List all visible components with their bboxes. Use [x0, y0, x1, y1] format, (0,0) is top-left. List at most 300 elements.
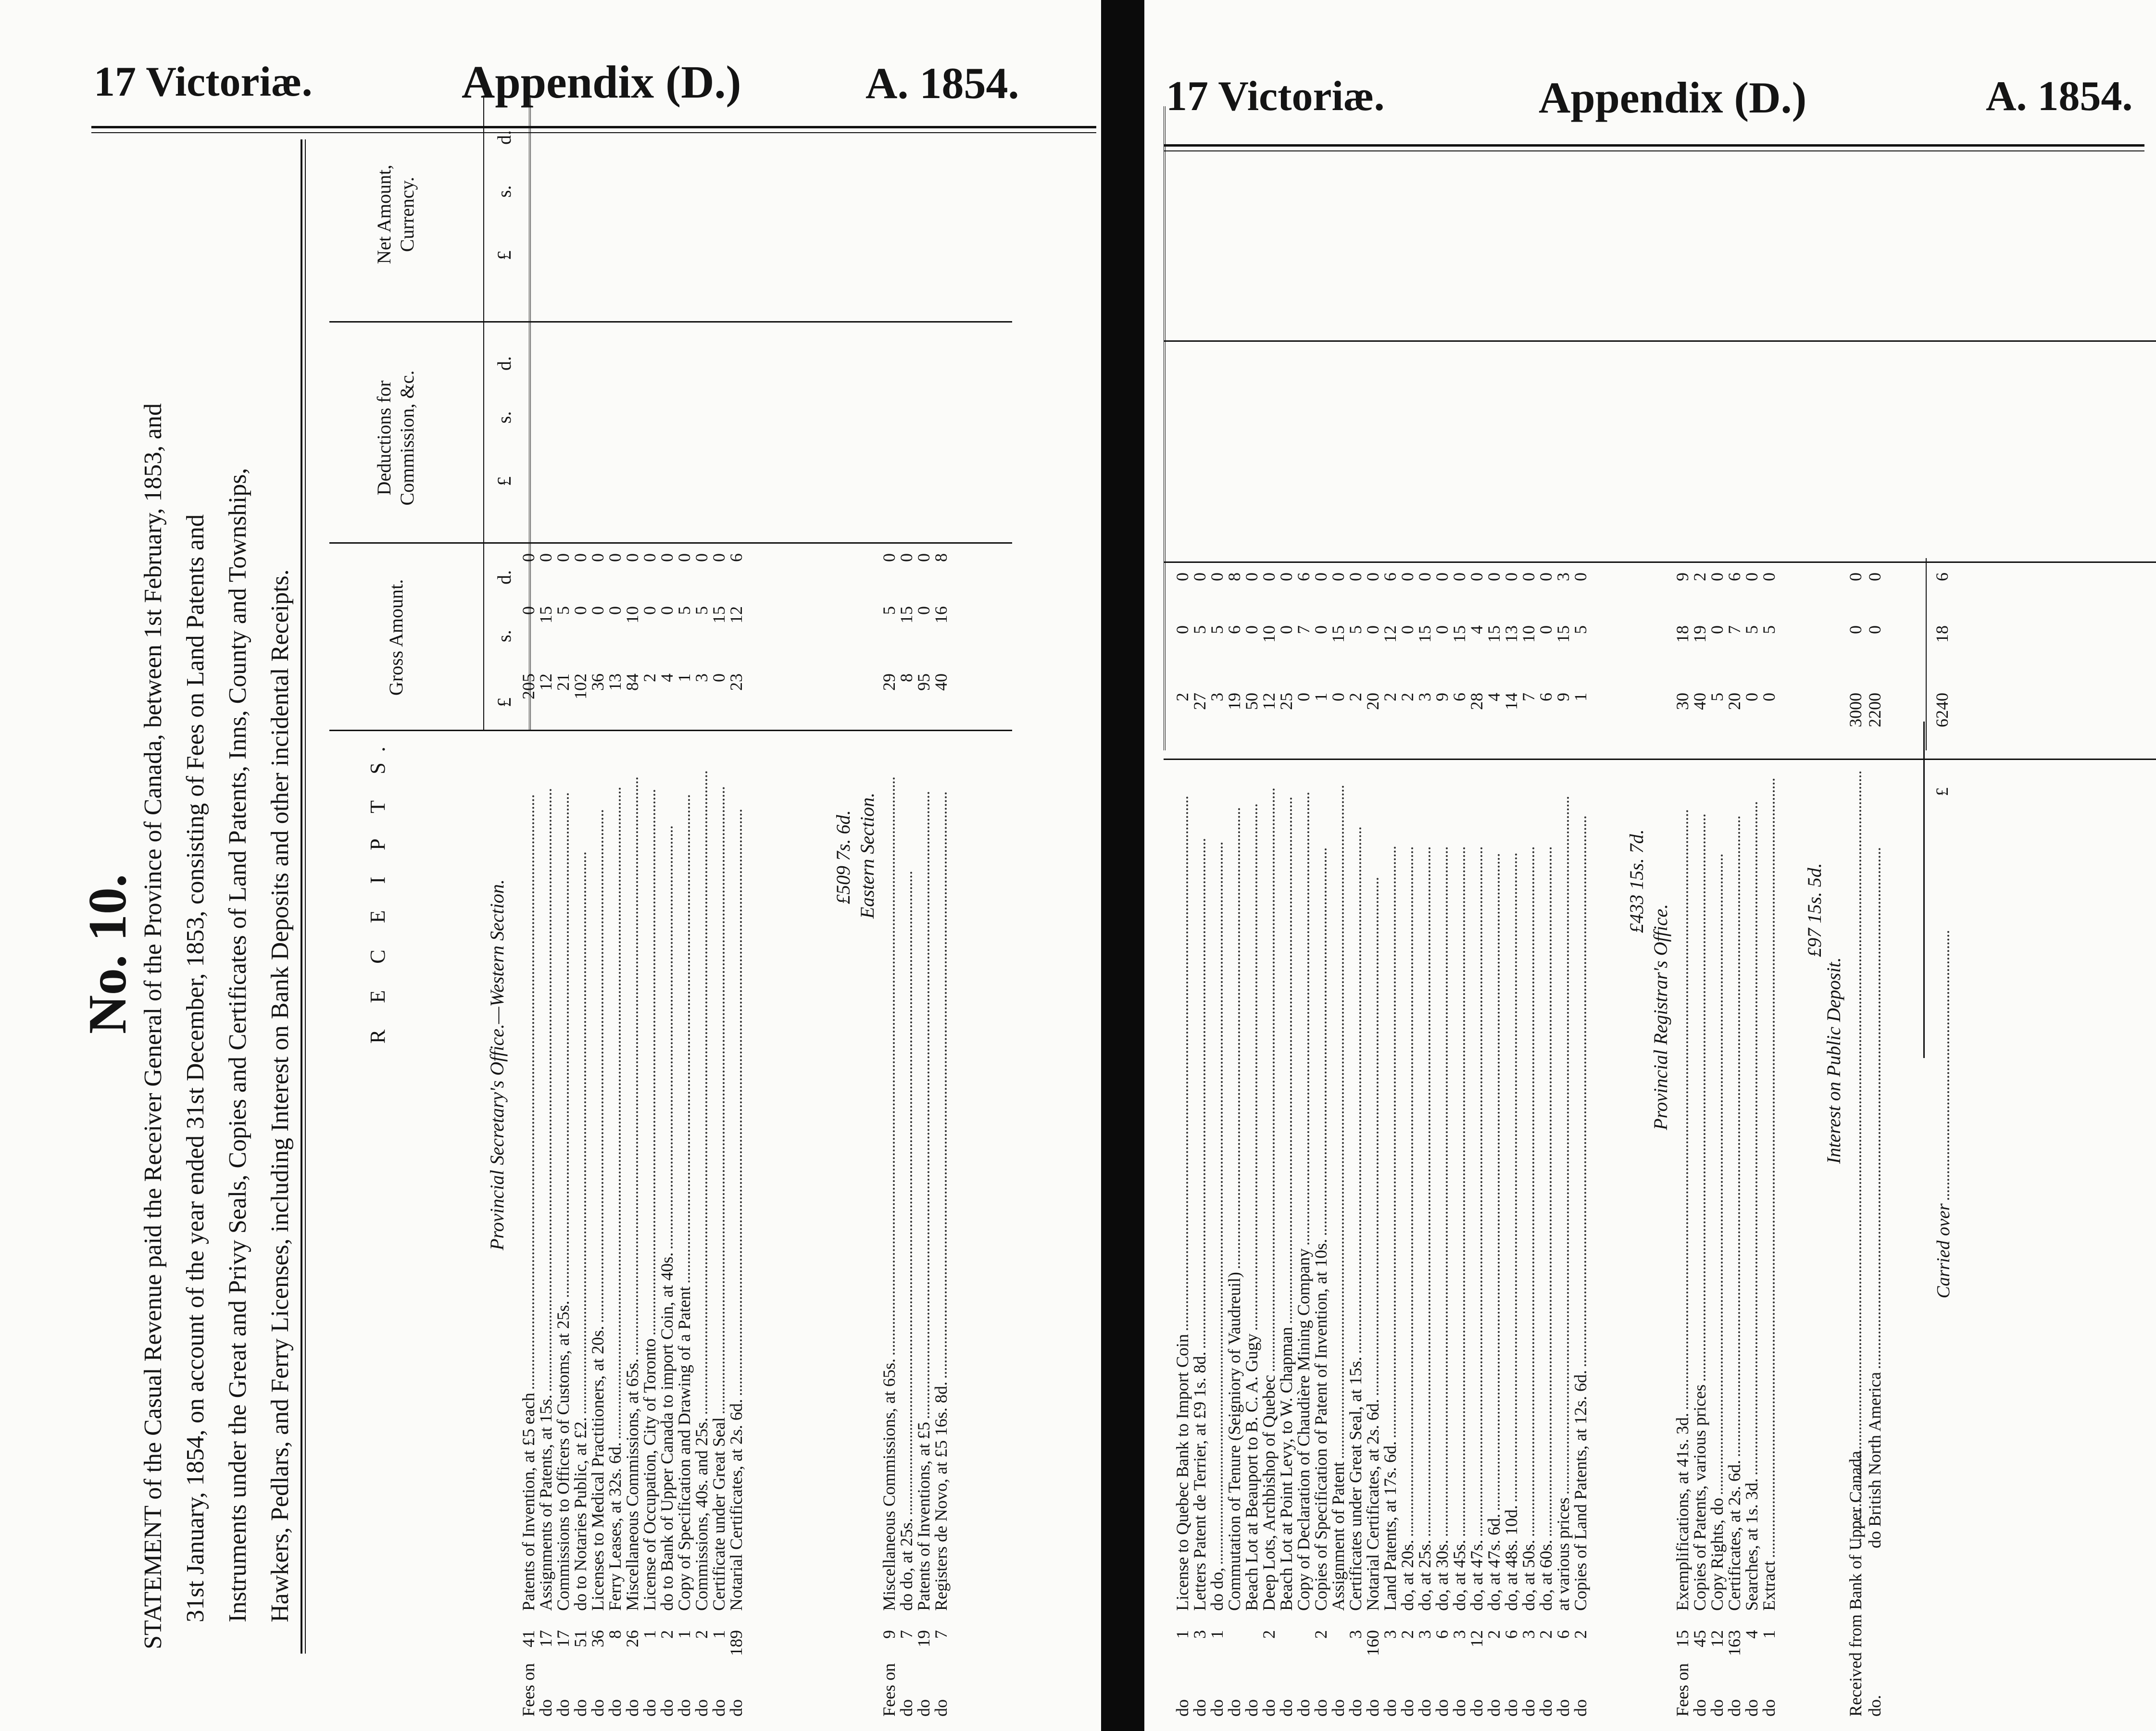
- row-shillings: 10: [623, 606, 642, 623]
- row-prefix: do: [931, 1699, 951, 1717]
- row-description-text: Registers de Novo, at £5 16s. 8d.: [931, 1382, 951, 1611]
- row-description: [1571, 816, 1590, 1611]
- row-pence: 0: [1502, 573, 1521, 581]
- row-quantity: 8: [605, 1630, 625, 1639]
- deduction-pound-unit: £: [493, 476, 515, 486]
- row-description-text: Patents of Inventions, at £5: [914, 1422, 933, 1611]
- row-prefix: do: [1759, 1699, 1779, 1717]
- row-prefix: do: [1225, 1699, 1244, 1717]
- row-description: [1346, 827, 1365, 1611]
- statement-number: No. 10.: [78, 874, 138, 1034]
- row-prefix: do: [1690, 1699, 1709, 1717]
- row-leader-dots: [619, 787, 621, 1438]
- row-quantity: 19: [914, 1630, 933, 1647]
- row-prefix: do: [897, 1699, 916, 1717]
- row-description: [915, 791, 933, 1611]
- row-pounds: 25: [1277, 693, 1296, 710]
- row-leader-dots: [705, 771, 707, 1414]
- gross-column-rule: [329, 730, 1012, 731]
- row-quantity: 17: [536, 1630, 555, 1647]
- row-quantity: 2: [657, 1630, 677, 1639]
- row-description: [880, 777, 898, 1611]
- row-pence: 0: [1865, 573, 1884, 581]
- row-pence: 0: [1207, 573, 1227, 581]
- row-leader-dots: [1377, 877, 1379, 1395]
- row-description-text: Assignment of Patent: [1329, 1462, 1348, 1611]
- row-description-text: Commissions to Officers of Customs, at 25s.: [553, 1300, 573, 1611]
- row-pounds: 13: [605, 673, 625, 691]
- row-quantity: 3: [1415, 1630, 1434, 1639]
- row-description-text: Copies of Patents, various prices: [1690, 1384, 1709, 1611]
- header-regnal-year: 17 Victoriæ.: [1166, 73, 1385, 120]
- row-description: [554, 793, 572, 1611]
- row-quantity: 17: [553, 1630, 573, 1647]
- row-description: [1846, 771, 1865, 1548]
- row-prefix: do: [1450, 1699, 1469, 1717]
- row-description-text: Miscellaneous Commissions, at 65s.: [623, 1358, 642, 1611]
- row-leader-dots: [723, 786, 725, 1413]
- row-prefix: do: [1277, 1699, 1296, 1717]
- row-pounds: 0: [709, 673, 728, 682]
- row-pence: 0: [1467, 573, 1486, 581]
- row-pence: 0: [1311, 573, 1330, 581]
- book-gutter: [1101, 0, 1144, 1731]
- row-prefix: do: [605, 1699, 625, 1717]
- row-description-text: Beach Lot at Beauport to B. C. A. Gugy: [1242, 1333, 1261, 1611]
- row-shillings: 0: [571, 606, 590, 615]
- row-pence: 6: [1294, 573, 1313, 581]
- row-description-text: Copies of Land Patents, at 12s. 6d.: [1571, 1370, 1590, 1611]
- right-rotated-content: [1144, 0, 2156, 1731]
- row-pounds: 1: [1311, 693, 1330, 701]
- row-pounds: 12: [536, 673, 555, 691]
- row-description: [1208, 842, 1226, 1611]
- row-leader-dots: [1411, 847, 1413, 1536]
- row-prefix: do: [692, 1699, 711, 1717]
- row-quantity: 26: [623, 1630, 642, 1647]
- row-quantity: 7: [931, 1630, 951, 1639]
- row-pounds: 2200: [1865, 693, 1884, 727]
- row-prefix: do: [1467, 1699, 1486, 1717]
- row-pounds: 19: [1225, 693, 1244, 710]
- row-quantity: 4: [1742, 1630, 1761, 1639]
- row-pounds: 36: [588, 673, 607, 691]
- row-description-text: Copy of Declaration of Chaudière Mining Company: [1294, 1248, 1313, 1611]
- row-shillings: 5: [879, 606, 899, 615]
- row-description: [1398, 847, 1416, 1611]
- row-shillings: 15: [897, 606, 916, 623]
- row-pounds: 2: [1398, 693, 1417, 701]
- row-description: [1691, 814, 1709, 1611]
- row-pounds: 102: [571, 673, 590, 699]
- row-pence: 0: [571, 553, 590, 562]
- row-pounds: 20: [1725, 693, 1744, 710]
- row-leader-dots: [1498, 853, 1500, 1510]
- row-pounds: 23: [727, 673, 746, 691]
- row-quantity: 3: [1346, 1630, 1365, 1639]
- row-pence: 0: [897, 553, 916, 562]
- row-pounds: 2: [1346, 693, 1365, 701]
- row-pounds: 14: [1502, 693, 1521, 710]
- row-quantity: 1: [1207, 1630, 1227, 1639]
- row-leader-dots: [1307, 792, 1309, 1245]
- row-description-text: Certificates under Great Seal, at 15s.: [1346, 1357, 1365, 1611]
- row-quantity: 1: [1759, 1630, 1779, 1639]
- row-pence: 0: [1707, 573, 1727, 581]
- section-title-interest: Interest on Public Deposit.: [1823, 957, 1844, 1164]
- row-prefix: do: [1519, 1699, 1538, 1717]
- row-prefix: do: [1207, 1699, 1227, 1717]
- row-pence: 0: [1484, 573, 1504, 581]
- row-pence: 3: [1554, 573, 1573, 581]
- row-quantity: 2: [1311, 1630, 1330, 1639]
- row-pounds: 50: [1242, 693, 1261, 710]
- row-description: [1294, 792, 1313, 1611]
- row-quantity: 7: [897, 1630, 916, 1639]
- units-rule: [483, 97, 484, 731]
- row-pounds: 12: [1259, 693, 1279, 710]
- statement-line-3: Instruments under the Great and Privy Seals, Copies and Certificates of Land Patents, Inns, County and Townships,: [224, 468, 251, 1622]
- statement-line-2: 31st January, 1854, on account of the year ended 31st December, 1853, consisting of Fees on Land Patents and: [182, 514, 209, 1622]
- row-prefix: do: [588, 1699, 607, 1717]
- row-pence: 0: [1259, 573, 1279, 581]
- row-quantity: 1: [675, 1630, 694, 1639]
- row-description: [1433, 847, 1451, 1611]
- row-description: [519, 795, 538, 1611]
- row-description: [1416, 847, 1434, 1611]
- row-pounds: 1: [1571, 693, 1590, 701]
- row-shillings: 0: [605, 606, 625, 615]
- row-quantity: 2: [1571, 1630, 1590, 1639]
- row-description-text: Searches, at 1s. 3d.: [1742, 1478, 1761, 1611]
- row-pence: 0: [1173, 573, 1192, 581]
- row-pence: 6: [1380, 573, 1400, 581]
- net-shilling-unit: s.: [493, 185, 515, 198]
- section2-subtotal: £97 15s. 5d.: [1804, 863, 1825, 957]
- row-leader-dots: [550, 788, 552, 1391]
- row-pence: 0: [553, 553, 573, 562]
- row-leader-dots: [1203, 838, 1205, 1348]
- row-pounds: 21: [553, 673, 573, 691]
- row-pounds: 0: [1329, 693, 1348, 701]
- row-description-text: Land Patents, at 17s. 6d.: [1380, 1441, 1400, 1611]
- row-description: [571, 852, 589, 1611]
- row-quantity: 36: [588, 1630, 607, 1647]
- row-leader-dots: [688, 795, 690, 1283]
- row-description: [1467, 847, 1486, 1611]
- row-description-text: Copy Rights, do: [1707, 1497, 1727, 1611]
- row-pence: 0: [1571, 573, 1590, 581]
- row-prefix: do: [709, 1699, 728, 1717]
- row-shillings: 15: [1554, 625, 1573, 643]
- row-shillings: 0: [1311, 625, 1330, 634]
- row-prefix: do: [1554, 1699, 1573, 1717]
- row-quantity: 2: [1259, 1630, 1279, 1639]
- row-pence: 0: [879, 553, 899, 562]
- statement-line-4: Hawkers, Pedlars, and Ferry Licenses, including Interest on Bank Deposits and other incidental Receipts.: [266, 569, 294, 1622]
- row-description: [623, 777, 641, 1611]
- carried-over-leader: [1947, 931, 1949, 1200]
- row-leader-dots: [1446, 847, 1448, 1536]
- row-prefix: do: [1742, 1699, 1761, 1717]
- row-leader-dots: [1255, 804, 1257, 1330]
- row-pence: 0: [1398, 573, 1417, 581]
- row-pence: 8: [1225, 573, 1244, 581]
- statement-line-1: STATEMENT of the Casual Revenue paid the Receiver General of the Province of Canada, between 1st February, 1853, and: [139, 403, 167, 1649]
- row-pounds: 0: [1742, 693, 1761, 701]
- row-prefix: do: [727, 1699, 746, 1717]
- carried-over-shillings: 18: [1932, 625, 1952, 643]
- row-prefix: Fees on: [879, 1663, 899, 1717]
- row-description: [1708, 854, 1726, 1611]
- gross-pound-unit: £: [493, 697, 515, 707]
- row-shillings: 15: [1415, 625, 1434, 643]
- row-description: [710, 786, 728, 1611]
- row-quantity: 6: [1432, 1630, 1452, 1639]
- row-pounds: 0: [1759, 693, 1779, 701]
- row-leader-dots: [1359, 827, 1361, 1353]
- row-shillings: 0: [1277, 625, 1296, 634]
- row-leader-dots: [1567, 796, 1569, 1494]
- row-description-text: do, at 60s.: [1536, 1540, 1555, 1611]
- row-quantity: 3: [1450, 1630, 1469, 1639]
- row-description: [1312, 848, 1330, 1611]
- row-shillings: 5: [1571, 625, 1590, 634]
- row-pence: 0: [605, 553, 625, 562]
- row-shillings: 15: [1329, 625, 1348, 643]
- row-description-text: at various prices: [1554, 1497, 1573, 1611]
- row-prefix: Fees on: [519, 1663, 538, 1717]
- row-pounds: 28: [1467, 693, 1486, 710]
- deductions-heading-line-2: Commission, &c.: [396, 370, 418, 506]
- row-shillings: 0: [914, 606, 933, 615]
- header-appendix: Appendix (D.): [1539, 73, 1807, 122]
- row-pence: 0: [1759, 573, 1779, 581]
- row-quantity: 2: [692, 1630, 711, 1639]
- row-leader-dots: [928, 791, 929, 1418]
- row-leader-dots: [1532, 847, 1534, 1536]
- deduction-pence-unit: d.: [493, 356, 515, 371]
- row-pounds: 2: [1173, 693, 1192, 701]
- row-description: [640, 789, 659, 1611]
- carried-rule: [1923, 722, 1925, 1058]
- row-prefix: do: [1259, 1699, 1279, 1717]
- row-pounds: 1: [675, 673, 694, 682]
- row-pounds: 29: [879, 673, 899, 691]
- row-prefix: do: [536, 1699, 555, 1717]
- row-shillings: 5: [692, 606, 711, 615]
- row-description-text: Deep Lots, Archbishop of Quebec: [1259, 1375, 1279, 1611]
- row-shillings: 5: [553, 606, 573, 615]
- row-leader-dots: [1186, 796, 1188, 1330]
- row-pounds: 95: [914, 673, 933, 691]
- net-column-rule: [329, 321, 1012, 323]
- row-pounds: 30: [1673, 693, 1692, 710]
- row-shillings: 6: [1225, 625, 1244, 634]
- row-description-text: do, at 47s.: [1467, 1540, 1486, 1611]
- row-quantity: 2: [1398, 1630, 1417, 1639]
- row-pounds: 27: [1190, 693, 1209, 710]
- row-description-text: Exemplifications, at 41s. 3d.: [1673, 1413, 1692, 1611]
- row-pence: 0: [623, 553, 642, 562]
- row-prefix: do: [1173, 1699, 1192, 1717]
- row-leader-dots: [1480, 847, 1482, 1536]
- row-leader-dots: [740, 809, 742, 1395]
- row-leader-dots: [1584, 816, 1586, 1366]
- row-pounds: 9: [1432, 693, 1452, 701]
- row-quantity: 15: [1673, 1630, 1692, 1647]
- row-leader-dots: [602, 809, 603, 1322]
- row-shillings: 7: [1725, 625, 1744, 634]
- header-regnal-year: 17 Victoriæ.: [94, 59, 313, 105]
- row-shillings: 0: [657, 606, 677, 615]
- row-pence: 9: [1673, 573, 1692, 581]
- row-description: [1502, 853, 1520, 1611]
- row-pence: 0: [519, 553, 538, 562]
- row-shillings: 5: [1742, 625, 1761, 634]
- row-prefix: Received from Bank of Upper Canada: [1846, 1451, 1865, 1717]
- row-description-text: do British North America: [1865, 1372, 1884, 1548]
- row-quantity: 2: [1536, 1630, 1555, 1639]
- row-pence: 0: [1742, 573, 1761, 581]
- row-quantity: 1: [709, 1630, 728, 1639]
- net-pound-unit: £: [493, 250, 515, 260]
- row-shillings: 0: [588, 606, 607, 615]
- row-description-text: Miscellaneous Commissions, at 65s.: [879, 1358, 899, 1611]
- row-description: [1554, 796, 1572, 1611]
- row-description-text: Ferry Leases, at 32s. 6d.: [605, 1442, 625, 1611]
- row-quantity: 51: [571, 1630, 590, 1647]
- row-pence: 0: [1846, 573, 1865, 581]
- row-pence: 0: [1432, 573, 1452, 581]
- row-shillings: 18: [1673, 625, 1692, 643]
- receipts-heading: R E C E I P T S.: [366, 736, 389, 1044]
- row-description-text: do, at 25s.: [1415, 1540, 1434, 1611]
- row-shillings: 5: [675, 606, 694, 615]
- row-pence: 0: [1415, 573, 1434, 581]
- deductions-heading-line-1: Deductions for: [373, 380, 395, 496]
- row-description: [692, 771, 711, 1611]
- row-leader-dots: [1721, 854, 1723, 1494]
- row-prefix: do: [1484, 1699, 1504, 1717]
- row-shillings: 0: [1432, 625, 1452, 634]
- row-quantity: 45: [1690, 1630, 1709, 1647]
- row-description: [1485, 853, 1503, 1611]
- row-leader-dots: [1859, 771, 1861, 1544]
- row-quantity: 3: [1190, 1630, 1209, 1639]
- row-prefix: do: [1311, 1699, 1330, 1717]
- row-pence: 0: [640, 553, 659, 562]
- header-year: A. 1854.: [865, 59, 1019, 108]
- row-pence: 0: [1346, 573, 1365, 581]
- row-description-text: Notarial Certificates, at 2s. 6d.: [1363, 1399, 1382, 1611]
- statement-title: [132, 403, 301, 1649]
- row-pence: 0: [709, 553, 728, 562]
- row-description: [1260, 788, 1278, 1611]
- row-prefix: do: [1398, 1699, 1417, 1717]
- row-quantity: 189: [727, 1630, 746, 1656]
- row-description: [1364, 877, 1382, 1611]
- row-prefix: do: [1415, 1699, 1434, 1717]
- row-shillings: 13: [1502, 625, 1521, 643]
- carried-over-pounds: 6240: [1932, 693, 1952, 727]
- row-shillings: 10: [1519, 625, 1538, 643]
- net-pence-unit: d.: [493, 130, 515, 145]
- row-pounds: 40: [931, 673, 951, 691]
- row-pence: 0: [536, 553, 555, 562]
- row-description-text: Letters Patent de Terrier, at £9 1s. 8d.: [1190, 1351, 1209, 1611]
- row-description-text: License to Quebec Bank to Import Coin: [1173, 1334, 1192, 1611]
- row-description: [1519, 847, 1538, 1611]
- row-description: [1329, 785, 1347, 1611]
- row-leader-dots: [1463, 847, 1465, 1536]
- row-pounds: 3: [1207, 693, 1227, 701]
- row-shillings: 15: [709, 606, 728, 623]
- deductions-column-rule: [329, 542, 1012, 544]
- row-leader-dots: [1273, 788, 1275, 1371]
- row-shillings: 5: [1346, 625, 1365, 634]
- row-shillings: 15: [1450, 625, 1469, 643]
- row-leader-dots: [1221, 842, 1223, 1564]
- section1-subtotal: £433 15s. 7d.: [1626, 829, 1647, 933]
- row-shillings: 0: [1173, 625, 1192, 634]
- row-description: [675, 795, 693, 1611]
- row-shillings: 0: [1707, 625, 1727, 634]
- row-leader-dots: [1686, 809, 1688, 1409]
- row-leader-dots: [1704, 814, 1705, 1381]
- row-description-text: do to Notaries Public, at £2.: [571, 1417, 590, 1611]
- row-leader-dots: [945, 792, 947, 1378]
- row-description-text: do do,: [1207, 1568, 1227, 1611]
- carried-over-unit: £: [1932, 787, 1952, 796]
- row-pounds: 4: [657, 673, 677, 682]
- row-description-text: do, at 45s.: [1450, 1540, 1469, 1611]
- right-page: [1144, 0, 2156, 1731]
- row-pence: 8: [931, 553, 951, 562]
- row-pence: 6: [727, 553, 746, 562]
- gross-column-rule: [1164, 759, 2156, 760]
- row-pence: 2: [1690, 573, 1709, 581]
- row-shillings: 0: [1398, 625, 1417, 634]
- row-pence: 0: [1277, 573, 1296, 581]
- row-pence: 0: [1242, 573, 1261, 581]
- carried-amount-rule: [1926, 558, 1927, 750]
- row-description-text: Assignments of Patents, at 15s.: [536, 1395, 555, 1611]
- row-pounds: 9: [1554, 693, 1573, 701]
- row-shillings: 15: [1484, 625, 1504, 643]
- row-prefix: do: [1502, 1699, 1521, 1717]
- row-pence: 0: [1536, 573, 1555, 581]
- row-prefix: do: [1707, 1699, 1727, 1717]
- row-shillings: 0: [1846, 625, 1865, 634]
- row-description-text: do, at 47s. 6d.: [1484, 1514, 1504, 1611]
- row-quantity: 6: [1554, 1630, 1573, 1639]
- row-description-text: Extract: [1759, 1561, 1779, 1611]
- carried-over-text: Carried over: [1933, 1203, 1954, 1298]
- row-description: [1277, 797, 1295, 1611]
- row-prefix: do: [914, 1699, 933, 1717]
- row-description-text: Copies of Specification of Patent of Invention, at 10s.: [1311, 1239, 1330, 1611]
- row-leader-dots: [1755, 801, 1757, 1474]
- row-pounds: 2: [640, 673, 659, 682]
- row-prefix: do: [1190, 1699, 1209, 1717]
- row-description-text: do, at 50s.: [1519, 1540, 1538, 1611]
- row-leader-dots: [1879, 847, 1880, 1368]
- row-description-text: Commissions, 40s. and 25s.: [692, 1417, 711, 1611]
- row-description-text: Beach Lot at Point Levy, to W. Chapman: [1277, 1327, 1296, 1611]
- row-shillings: 7: [1294, 625, 1313, 634]
- net-amount-heading: [373, 111, 419, 318]
